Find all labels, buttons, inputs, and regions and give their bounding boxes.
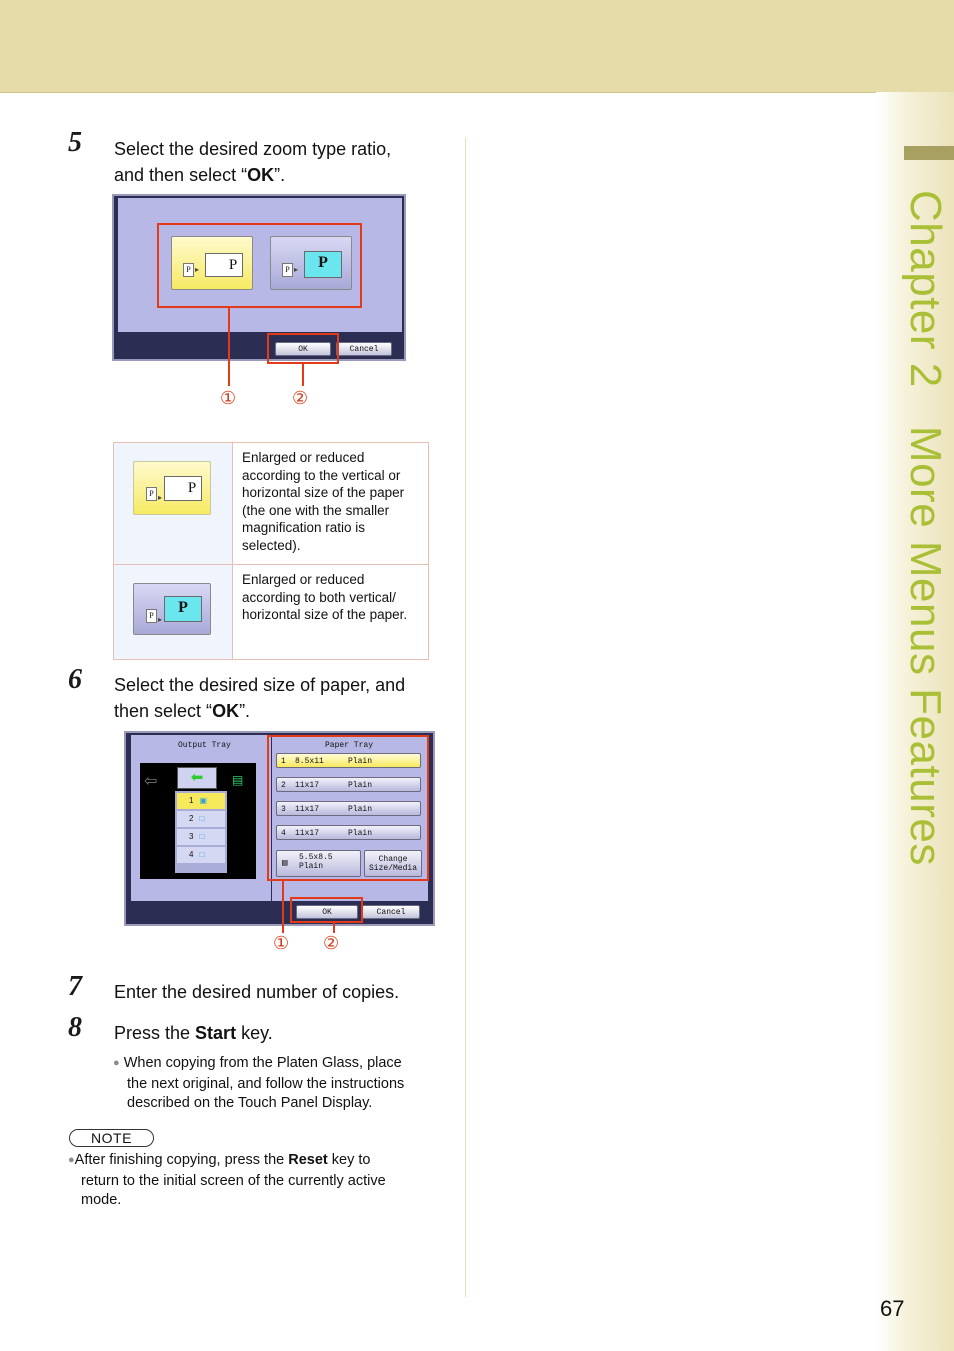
arrow-icon: ▸ [158,493,163,502]
arrow-left-icon: ⇦ [144,773,158,790]
zoom-type-table [113,442,429,660]
zoom-fit-both-icon [133,583,211,635]
small-page-icon: P [146,487,157,501]
output-bin-3[interactable]: 3 □ [177,829,225,845]
step-5-line2: and then select “OK”. [114,165,286,185]
output-tray-panel [131,735,271,901]
chapter-title: More Menus Features [901,425,950,866]
change-size-media-button[interactable]: Change Size/Media [364,850,422,877]
bullet-icon: ● [68,1154,75,1166]
step-7-text: Enter the desired number of copies. [114,982,400,1002]
ok-button[interactable]: OK [296,905,358,919]
tray-2-button[interactable]: 2 11x17 Plain [276,777,421,792]
large-page-icon: P [205,253,243,277]
step-8-number: 8 [68,1012,82,1043]
note-text: ●After finishing copying, press the Reset key to return to the initial screen of the currently active mode. [68,1152,386,1208]
step-6-line1: Select the desired size of paper, and [114,675,406,695]
column-divider [465,137,466,1297]
output-tray-label: Output Tray [178,741,231,750]
header-band [0,0,954,93]
page-number: 67 [880,1296,905,1321]
table-icon-cell [114,443,233,565]
step-5-number: 5 [68,127,82,158]
callout-2-marker: ② [323,933,340,954]
callout-2-line [333,923,335,933]
bypass-tray-icon: ▤ [282,858,288,868]
callout-1-marker: ① [220,388,237,409]
chapter-label: Chapter 2 [901,190,950,388]
tray-1-button[interactable]: 1 8.5x11 Plain [276,753,421,768]
tray-stack-icon: ▤ [232,773,244,787]
tray-3-button[interactable]: 3 11x17 Plain [276,801,421,816]
large-page-icon: P [164,596,202,622]
step-6-number: 6 [68,664,82,695]
callout-1-highlight [157,223,362,308]
step-8-text: Press the Start key. [114,1023,273,1043]
bullet-icon: ● [113,1057,120,1069]
large-page-icon: P [164,476,202,501]
table-row [114,443,429,565]
step-6-line2: then select “OK”. [114,701,251,721]
callout-2-marker: ② [292,388,309,409]
callout-1-highlight [267,735,429,881]
note-badge: NOTE [69,1129,154,1147]
step-7-number: 7 [68,971,82,1002]
step-6-text [114,672,405,724]
callout-2-highlight [267,333,339,364]
arrow-icon: ▸ [195,265,200,274]
step-5-text [114,136,391,188]
callout-2-line [302,364,304,386]
ok-button[interactable]: OK [275,342,331,356]
step-8-bullet: ● When copying from the Platen Glass, place the next original, and follow the instructions described on the Touch Panel Display. [113,1055,405,1111]
table-icon-cell [114,565,233,660]
output-bin-2[interactable]: 2 □ [177,811,225,827]
callout-1-marker: ① [273,933,290,954]
step-5-line1: Select the desired zoom type ratio, [114,139,392,159]
cancel-button[interactable]: Cancel [336,342,392,356]
output-bin-4[interactable]: 4 □ [177,847,225,863]
output-tray-diagram [140,763,256,879]
cancel-button[interactable]: Cancel [362,905,420,919]
tray-4-button[interactable]: 4 11x17 Plain [276,825,421,840]
output-bin-1[interactable]: 1 ▣ [177,793,225,809]
small-page-icon: P [183,263,194,277]
large-page-icon: P [304,251,342,278]
zoom-fit-smaller-icon [133,461,211,515]
chapter-heading [901,190,950,866]
table-desc-cell: Enlarged or reduced according to both vertical/ horizontal size of the paper. [233,565,429,660]
paper-tray-label: Paper Tray [325,741,374,750]
bypass-tray-button[interactable]: ▤ 5.5x8.5 Plain [276,850,361,877]
small-page-icon: P [146,609,157,623]
arrow-icon: ▸ [294,265,299,274]
bin-column [175,791,227,873]
exit-arrow-icon: ⬅ [177,767,217,789]
table-desc-cell: Enlarged or reduced according to the vertical or horizontal size of the paper (the one with the smaller magnification ratio is selected). [233,443,429,565]
table-row [114,565,429,660]
callout-1-line [228,308,230,386]
callout-1-line [282,881,284,933]
callout-2-highlight [290,897,363,923]
arrow-icon: ▸ [158,615,163,624]
small-page-icon: P [282,263,293,277]
chapter-bar [904,146,954,160]
